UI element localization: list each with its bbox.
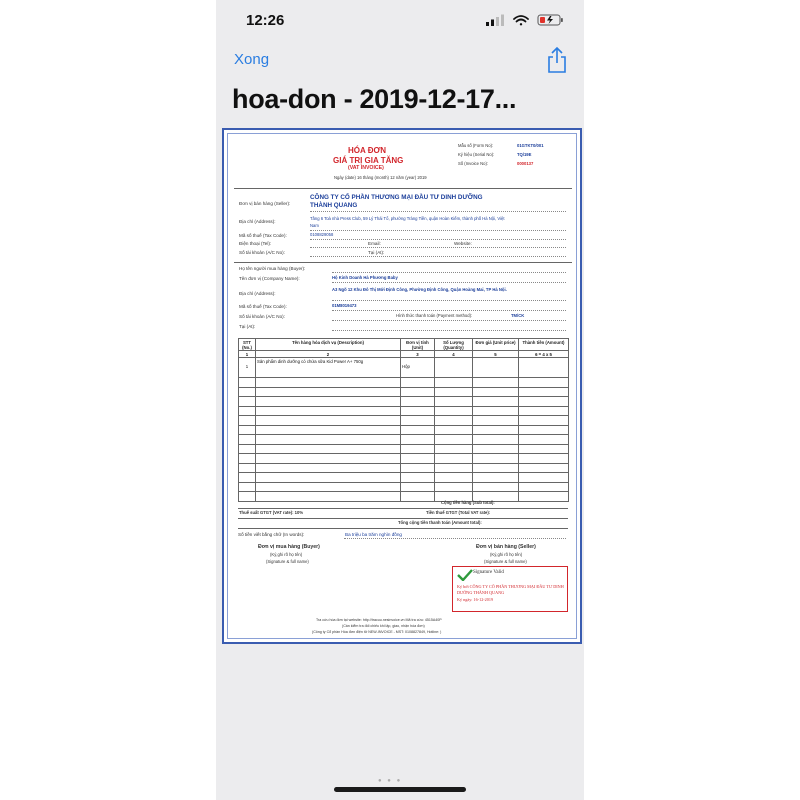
footer-check: (Cần kiểm tra đối chiếu khi lập, giao, nhận hóa đơn) [342,624,425,628]
subtotal-label: Cộng tiền hàng (Sub total): [441,500,495,505]
serial-value: TQ/19E [517,152,532,157]
table-row [239,387,569,397]
seller-address: Tầng 6 Toà nhà Press Club, 59 Lý Thái Tổ, phường Tràng Tiền, quận Hoàn Kiếm, thành phố Hà Nội, Việt Nam [310,216,505,228]
table-row [239,358,569,378]
in-words-label: Số tiền viết bằng chữ (In words): [238,532,305,537]
table-row [239,378,569,388]
seller-label: Đơn vị bán hàng (Seller): [239,201,291,206]
seller-email-label: Email: [368,241,381,246]
seller-name: CÔNG TY CỔ PHẦN THƯƠNG MẠI ĐẦU TƯ DINH DƯỠNG THÀNH QUANG [310,194,483,209]
digital-signature-box [452,566,568,612]
row-no: 1 [239,358,256,378]
row-unit: Hộp [401,358,435,378]
row-amount [519,358,569,378]
header-description: Tên hàng hóa dịch vụ (Description) [256,339,401,351]
buyer-sign-sub1: (Ký,ghi rõ họ tên) [270,552,303,557]
status-time: 12:26 [246,12,285,29]
col-number: 3 [401,351,435,358]
table-row [239,492,569,502]
wifi-icon [514,16,528,26]
invoice-subtitle: GIÁ TRỊ GIA TĂNG [333,156,404,165]
status-icons [486,13,566,27]
form-no-value: 01GTKT0/001 [517,143,544,148]
signature-signer: Ký bởi CÔNG TY CỔ PHẦN THƯƠNG MẠI ĐẦU TƯ DINH DƯỠNG THÀNH QUANG [457,584,564,595]
document-title: hoa-don - 2019-12-17... [232,84,517,114]
seller-website-label: Website: [454,241,472,246]
header-amount: Thành tiền (Amount) [519,339,569,351]
items-table [238,338,569,502]
payment-method: TM/CK [511,313,525,318]
page-dots: ● ● ● [378,778,403,784]
table-row [239,482,569,492]
buyer-tax-label: Mã số thuế (Tax Code): [239,304,287,309]
seller-address-label: Địa chỉ (Address): [239,219,276,224]
table-row [239,473,569,483]
buyer-account-label: Số tài khoản (A/C No): [239,314,285,319]
table-row [239,463,569,473]
seller-sign-title: Đơn vị bán hàng (Seller) [476,544,536,550]
invoice-date: Ngày (date) 16 tháng (month) 12 năm (year) 2019 [334,175,427,180]
seller-at-label: Tại (At): [368,250,385,255]
table-row [239,397,569,407]
in-words-value: Ba triệu ba trăm nghìn đồng [345,532,402,537]
header-no: STT (No.) [239,339,256,351]
buyer-tax: 01M8019473 [332,303,357,308]
checkmark-icon [457,569,473,581]
col-number: 4 [435,351,473,358]
footer-provider: (Công ty Cổ phần Hóa đơn điện tử NEW-INVOICE - MST: 0108827849, Hotline: ) [312,630,442,634]
form-no-label: Mẫu số (Form No): [458,143,494,148]
table-row [239,454,569,464]
buyer-company-label: Tên đơn vị (Company Name): [239,276,300,281]
table-row [239,435,569,445]
serial-label: Ký hiệu (Serial No): [458,152,495,157]
header-unit: Đơn vị tính (Unit) [401,339,435,351]
buyer-company: Hộ Kinh Doanh Hà Phương Baby [332,275,398,280]
table-row [239,425,569,435]
footer-lookup: Tra cứu hóa đơn tại website: http://tracuu.nesinvoice.vn Mã tra cứu: 4515A40P [316,618,442,622]
signature-valid: Signature Valid [473,570,504,575]
payment-method-label: Hình thức thanh toán (Payment method): [396,313,473,318]
buyer-person-label: Họ tên người mua hàng (Buyer): [239,266,306,271]
seller-sign-sub1: (Ký,ghi rõ họ tên) [490,552,523,557]
phone-screen [216,0,584,800]
header-quantity: Số Lượng (Quantity) [435,339,473,351]
seller-tel-label: Điện thoại (Tel): [239,241,272,246]
buyer-sign-sub2: (Signature & full name) [266,559,309,564]
share-icon[interactable] [546,46,568,74]
buyer-sign-title: Đơn vị mua hàng (Buyer) [258,544,320,550]
battery-icon [538,15,563,25]
seller-tax: 0108829058 [310,232,334,237]
seller-tax-label: Mã số thuế (Tax Code): [239,233,287,238]
vat-rate-label: Thuế suất GTGT (VAT rate): 10% [239,510,304,515]
invoice-document [222,128,582,644]
col-number: 5 [473,351,519,358]
seller-sign-sub2: (Signature & full name) [484,559,527,564]
vat-total-label: Tiền thuế GTGT (Total VAT rate): [426,510,491,515]
nav-bar [216,40,584,80]
col-number: 2 [256,351,401,358]
buyer-address: A3 Ngõ 12 Khu Đô Thị Mới Định Công, Phường Định Công, Quận Hoàng Mai, TP Hà Nội. [332,287,507,292]
table-row [239,444,569,454]
status-bar [216,0,584,40]
invoice-title: HÓA ĐƠN [348,146,387,155]
table-row [239,406,569,416]
signal-icon [486,15,504,27]
signature-date: Ký ngày: 16-12-2019 [457,597,494,602]
table-row [239,416,569,426]
buyer-address-label: Địa chỉ (Address): [239,291,276,296]
col-number: 6 = 4 x 5 [519,351,569,358]
home-indicator[interactable] [334,787,466,792]
grand-total-label: Tổng cộng tiền thanh toán (Amount total): [398,520,482,525]
seller-account-label: Số tài khoản (A/C No): [239,250,285,255]
header-unit-price: Đơn giá (Unit price) [473,339,519,351]
invoice-vat-label: (VAT INVOICE) [348,165,384,171]
col-number: 1 [239,351,256,358]
invoice-no-value: 0000137 [517,161,534,166]
row-unit-price [473,358,519,378]
row-description: Sản phẩm dinh dưỡng có chứa sữa Kid Power A+ 750g [256,358,401,378]
buyer-at-label: Tại (At): [239,324,256,329]
invoice-no-label: Số (Invoice No): [458,161,489,166]
row-quantity [435,358,473,378]
done-button[interactable]: Xong [234,51,270,68]
